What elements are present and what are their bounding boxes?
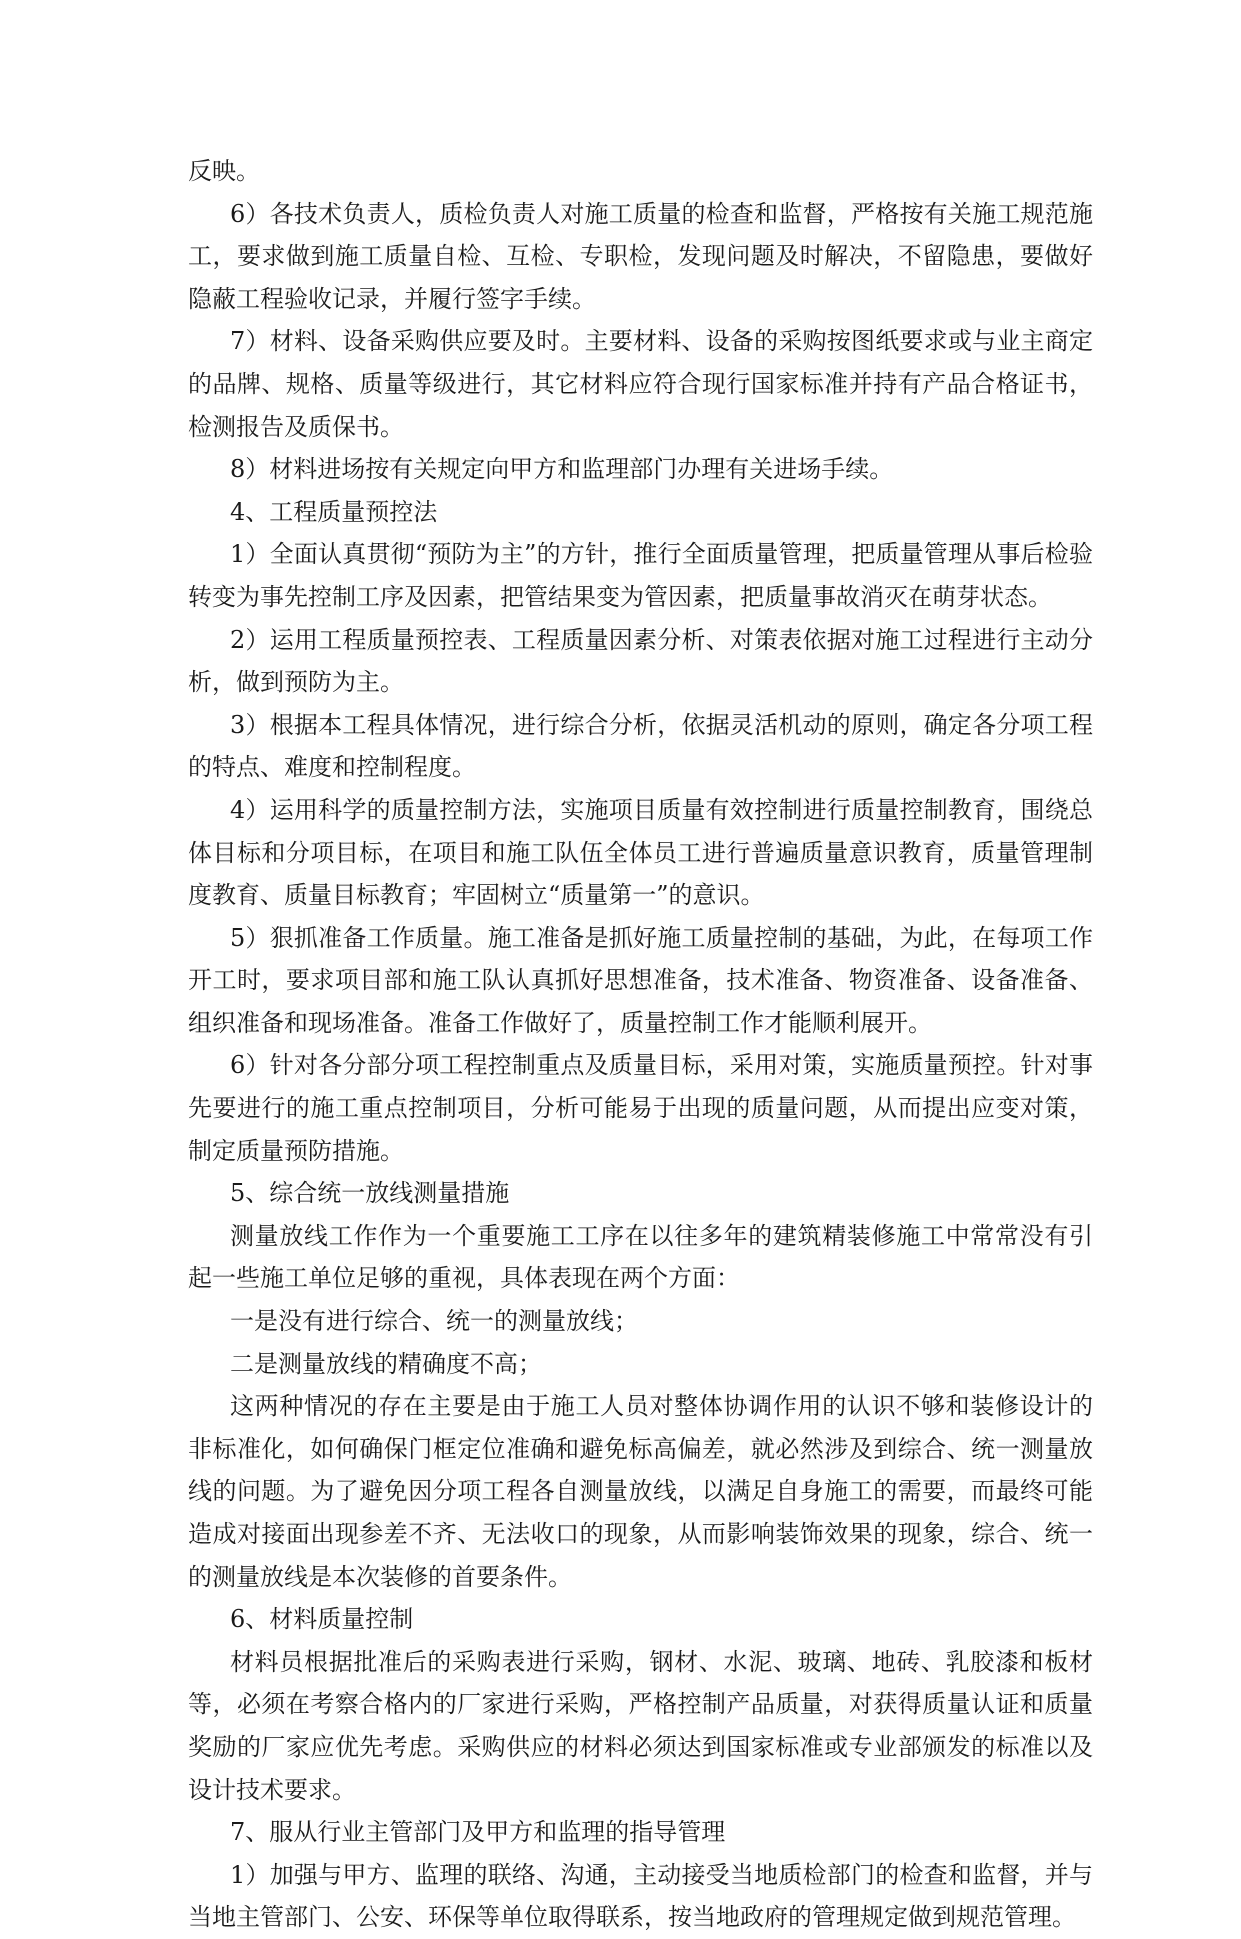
paragraph-item-1-liaison: 1）加强与甲方、监理的联络、沟通，主动接受当地质检部门的检查和监督，并与当地主管部门、公安、环保等单位取得联系，按当地政府的管理规定做到规范管理。 (188, 1860, 1093, 1932)
section-heading-7: 7、服从行业主管部门及甲方和监理的指导管理 (230, 1818, 726, 1847)
paragraph-item-7-procurement: 7）材料、设备采购供应要及时。主要材料、设备的采购按图纸要求或与业主商定的品牌、规格、质量等级进行，其它材料应符合现行国家标准并持有产品合格证书，检测报告及质保书。 (188, 327, 1093, 441)
paragraph-item-4-education: 4）运用科学的质量控制方法，实施项目质量有效控制进行质量控制教育，围绕总体目标和分项目标，在项目和施工队伍全体员工进行普遍质量意识教育，质量管理制度教育、质量目标教育；牢固树立“质量第一”的意识。 (188, 795, 1093, 910)
document-body (188, 150, 1093, 1939)
paragraph-item-5-preparation: 5）狠抓准备工作质量。施工准备是抓好施工质量控制的基础，为此，在每项工作开工时，要求项目部和施工队认真抓好思想准备，技术准备、物资准备、设备准备、组织准备和现场准备。准备工作做好了，质量控制工作才能顺利展开。 (188, 923, 1093, 1037)
paragraph-survey-point-2: 二是测量放线的精确度不高； (230, 1349, 542, 1378)
paragraph-continuation: 反映。 (188, 157, 260, 185)
paragraph-item-6-countermeasures: 6）针对各分部分项工程控制重点及质量目标，采用对策，实施质量预控。针对事先要进行的施工重点控制项目，分析可能易于出现的质量问题，从而提出应变对策，制定质量预防措施。 (188, 1051, 1093, 1165)
paragraph-survey-point-1: 一是没有进行综合、统一的测量放线； (230, 1307, 638, 1336)
paragraph-item-6-inspection: 6）各技术负责人，质检负责人对施工质量的检查和监督，严格按有关施工规范施工，要求做到施工质量自检、互检、专职检，发现问题及时解决，不留隐患，要做好隐蔽工程验收记录，并履行签字手续。 (188, 199, 1093, 313)
section-heading-5: 5、综合统一放线测量措施 (230, 1179, 510, 1208)
paragraph-survey-detail: 这两种情况的存在主要是由于施工人员对整体协调作用的认识不够和装修设计的非标准化，如何确保门框定位准确和避免标高偏差，就必然涉及到综合、统一测量放线的问题。为了避免因分项工程各自测量放线，以满足自身施工的需要，而最终可能造成对接面出现参差不齐、无法收口的现象，从而影响装饰效果的现象，综合、统一的测量放线是本次装修的首要条件。 (188, 1392, 1093, 1591)
paragraph-item-8-material-entry: 8）材料进场按有关规定向甲方和监理部门办理有关进场手续。 (230, 455, 894, 484)
paragraph-survey-intro: 测量放线工作作为一个重要施工工序在以往多年的建筑精装修施工中常常没有引起一些施工单位足够的重视，具体表现在两个方面： (188, 1221, 1093, 1293)
paragraph-item-1-prevention: 1）全面认真贯彻“预防为主”的方针，推行全面质量管理，把质量管理从事后检验转变为事先控制工序及因素，把管结果变为管因素，把质量事故消灭在萌芽状态。 (188, 540, 1093, 611)
section-heading-4: 4、工程质量预控法 (230, 497, 438, 526)
section-heading-6: 6、材料质量控制 (230, 1605, 414, 1634)
paragraph-item-2-precontrol: 2）运用工程质量预控表、工程质量因素分析、对策表依据对施工过程进行主动分析，做到预防为主。 (188, 625, 1093, 697)
paragraph-item-3-analysis: 3）根据本工程具体情况，进行综合分析，依据灵活机动的原则，确定各分项工程的特点、难度和控制程度。 (188, 710, 1093, 782)
paragraph-material-control: 材料员根据批准后的采购表进行采购，钢材、水泥、玻璃、地砖、乳胶漆和板材等，必须在考察合格内的厂家进行采购，严格控制产品质量，对获得质量认证和质量奖励的厂家应优先考虑。采购供应的材料必须达到国家标准或专业部颁发的标准以及设计技术要求。 (188, 1647, 1093, 1804)
